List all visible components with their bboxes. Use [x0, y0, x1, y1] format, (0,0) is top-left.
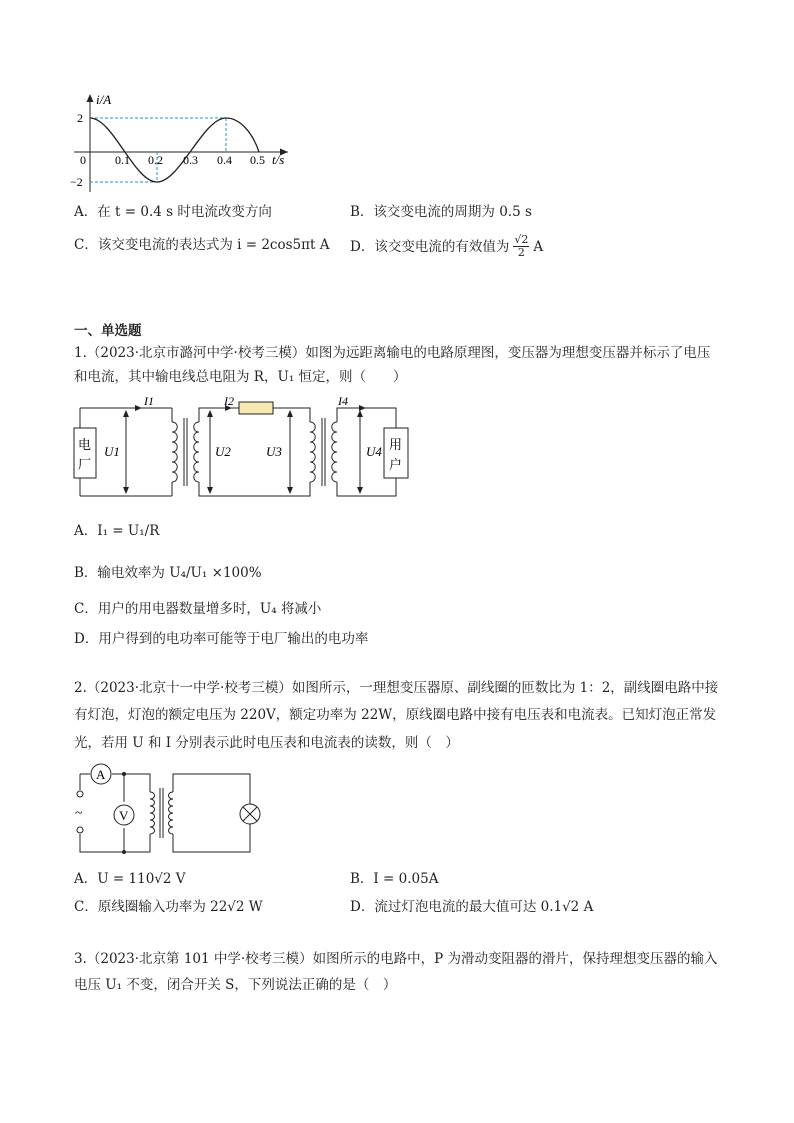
prev-option-d — [350, 234, 543, 259]
y-tick-neg2: −2 — [70, 175, 83, 189]
q2-option-b: B．I = 0.05A — [350, 871, 439, 887]
x-tick-0.4: 0.4 — [217, 153, 232, 167]
q2-option-d: D．流过灯泡电流的最大值可达 0.1√2 A — [350, 899, 594, 915]
ammeter-label: A — [96, 767, 106, 782]
line-resistor — [239, 402, 273, 414]
y-tick-2: 2 — [77, 111, 83, 125]
prev-option-b: B．该交变电流的周期为 0.5 s — [350, 204, 532, 220]
user-label-top: 用 — [389, 437, 403, 452]
source-label-bottom: 厂 — [78, 457, 92, 472]
prev-option-c: C．该交变电流的表达式为 i = 2cos5πt A — [74, 237, 330, 253]
ac-terminal-top — [77, 791, 83, 797]
voltage-label-u1: U1 — [104, 444, 120, 459]
q2-stem-line1: 2.（2023·北京十一中学·校考三模）如图所示，一理想变压器原、副线圈的匝数比为 1：2，副线圈电路中接 — [74, 680, 719, 696]
x-tick-0.2: 0.2 — [148, 153, 163, 167]
current-time-graph — [66, 86, 306, 198]
current-label-i4: I4 — [338, 394, 348, 408]
q1-transmission-circuit — [70, 394, 420, 506]
q2-stem-line3: 光，若用 U 和 I 分别表示此时电压表和电流表的读数，则（ ） — [74, 735, 459, 751]
fraction-denominator: 2 — [517, 246, 525, 259]
q2-transformer-circuit — [68, 762, 268, 862]
prev-option-a: A．在 t = 0.4 s 时电流改变方向 — [74, 204, 272, 220]
x-tick-0.1: 0.1 — [115, 153, 130, 167]
current-label-i1: I1 — [144, 394, 154, 408]
prev-option-d-text: D．该交变电流的有效值为 — [350, 238, 510, 255]
q3-stem-line1: 3.（2023·北京第 101 中学·校考三模）如图所示的电路中，P 为滑动变阻器的滑片，保持理想变压器的输入 — [74, 951, 718, 967]
current-label-i2: I2 — [224, 394, 234, 408]
prev-option-d-unit: A — [533, 238, 544, 255]
x-tick-0: 0 — [80, 153, 86, 167]
q1-stem-line1: 1.（2023·北京市潞河中学·校考三模）如图为远距离输电的电路原理图，变压器为理想变压器并标示了电压 — [74, 345, 711, 361]
ac-terminal-bottom — [77, 827, 83, 833]
section-title: 一、单选题 — [74, 323, 142, 339]
q1-option-c: C．用户的用电器数量增多时，U₄ 将减小 — [74, 601, 322, 617]
q1-option-a: A．I₁ = U₁/R — [74, 523, 160, 539]
q2-stem-line2: 有灯泡，灯泡的额定电压为 220V，额定功率为 22W，原线圈电路中接有电压表和电流表。已知灯泡正常发 — [74, 707, 717, 723]
x-tick-0.3: 0.3 — [183, 153, 198, 167]
y-axis-label: i/A — [96, 92, 112, 107]
q1-stem-line2: 和电流，其中输电线总电阻为 R，U₁ 恒定，则（ ） — [74, 369, 407, 385]
current-curve — [90, 118, 259, 182]
fraction-numerator: √2 — [514, 233, 529, 246]
user-label-bottom: 户 — [389, 457, 403, 472]
voltmeter-label: V — [119, 808, 129, 823]
ac-symbol: ~ — [75, 806, 83, 821]
q1-option-d: D．用户得到的电功率可能等于电厂输出的电功率 — [74, 631, 369, 647]
voltage-label-u2: U2 — [215, 444, 231, 459]
x-tick-0.5: 0.5 — [250, 153, 265, 167]
q2-option-c: C．原线圈输入功率为 22√2 W — [74, 899, 263, 915]
source-label-top: 电 — [78, 437, 92, 452]
x-axis-label: t/s — [272, 152, 285, 167]
q2-option-a: A．U = 110√2 V — [74, 871, 186, 887]
y-axis-arrow — [87, 94, 94, 102]
q3-stem-line2: 电压 U₁ 不变，闭合开关 S，下列说法正确的是（ ） — [74, 977, 397, 993]
voltage-label-u3: U3 — [266, 444, 282, 459]
prev-option-d-fraction — [513, 234, 529, 259]
voltage-label-u4: U4 — [366, 444, 382, 459]
q1-option-b: B．输电效率为 U₄/U₁ ×100% — [74, 565, 262, 581]
